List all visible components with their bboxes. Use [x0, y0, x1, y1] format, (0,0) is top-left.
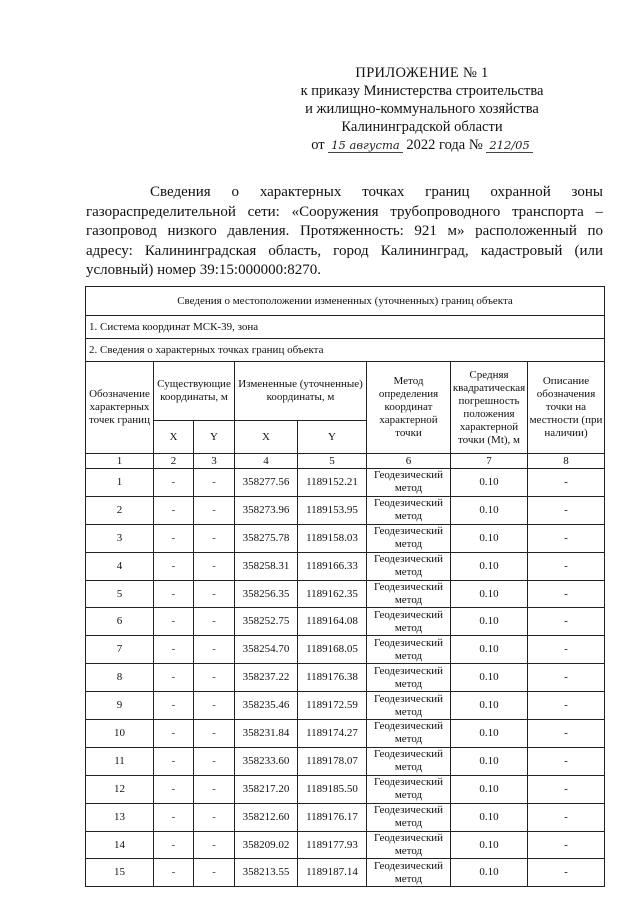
cell-point-number: 10: [86, 720, 154, 748]
cell-description: -: [528, 747, 605, 775]
cell-error-value: 0.10: [451, 636, 528, 664]
col-number: 3: [194, 454, 235, 469]
cell-method: Геодезический метод: [367, 859, 451, 887]
col-number: 6: [367, 454, 451, 469]
cell-existing-y: -: [194, 552, 235, 580]
col-number: 5: [298, 454, 367, 469]
intro-paragraph: Сведения о характерных точках границ охранной зоны газораспределительной сети: «Сооружения трубопроводного транспорта – газопровод низкого давления. Протяженность: 921 м» расположенный по адресу: Калининградская область, город Калининград, кадастровый (или условный) номер 39:15:000000:8270.: [86, 184, 603, 278]
appendix-title: ПРИЛОЖЕНИЕ № 1: [355, 65, 489, 81]
cell-existing-x: -: [154, 524, 194, 552]
table-row: [86, 469, 605, 497]
table-row: [86, 608, 605, 636]
cell-changed-y: 1189152.21: [298, 469, 367, 497]
order-line-3: Калининградской области: [341, 119, 503, 135]
cell-method: Геодезический метод: [367, 636, 451, 664]
col-number: 8: [528, 454, 605, 469]
cell-method: Геодезический метод: [367, 831, 451, 859]
cell-existing-y: -: [194, 720, 235, 748]
cell-description: -: [528, 664, 605, 692]
cell-method: Геодезический метод: [367, 775, 451, 803]
cell-existing-x: -: [154, 803, 194, 831]
cell-existing-x: -: [154, 469, 194, 497]
handwritten-date: 15 августа: [328, 138, 403, 153]
date-prefix: от: [311, 137, 325, 153]
cell-changed-x: 358213.55: [235, 859, 298, 887]
cell-changed-x: 358217.20: [235, 775, 298, 803]
table-row: [86, 524, 605, 552]
cell-existing-x: -: [154, 608, 194, 636]
cell-error-value: 0.10: [451, 859, 528, 887]
cell-method: Геодезический метод: [367, 580, 451, 608]
cell-existing-y: -: [194, 859, 235, 887]
cell-existing-x: -: [154, 580, 194, 608]
coordinate-system-row: 1. Система координат МСК-39, зона: [86, 316, 605, 339]
cell-changed-y: 1189174.27: [298, 720, 367, 748]
cell-description: -: [528, 524, 605, 552]
cell-changed-x: 358273.96: [235, 496, 298, 524]
cell-existing-x: -: [154, 664, 194, 692]
appendix-header: [272, 64, 572, 154]
cell-changed-y: 1189166.33: [298, 552, 367, 580]
sub-header-changed-x: X: [235, 421, 298, 454]
table-row: [86, 552, 605, 580]
cell-error-value: 0.10: [451, 608, 528, 636]
cell-description: -: [528, 803, 605, 831]
col-header-designation: Обозначение характерных точек границ: [86, 362, 154, 454]
cell-error-value: 0.10: [451, 775, 528, 803]
cell-existing-x: -: [154, 747, 194, 775]
cell-changed-y: 1189176.17: [298, 803, 367, 831]
table-row: [86, 720, 605, 748]
cell-changed-x: 358235.46: [235, 692, 298, 720]
cell-description: -: [528, 720, 605, 748]
cell-point-number: 6: [86, 608, 154, 636]
cell-method: Геодезический метод: [367, 524, 451, 552]
cell-method: Геодезический метод: [367, 664, 451, 692]
cell-changed-y: 1189153.95: [298, 496, 367, 524]
cell-method: Геодезический метод: [367, 747, 451, 775]
table-row: [86, 859, 605, 887]
cell-point-number: 12: [86, 775, 154, 803]
col-header-description: Описание обозначения точки на местности (при наличии): [528, 362, 605, 454]
cell-changed-x: 358256.35: [235, 580, 298, 608]
cell-error-value: 0.10: [451, 831, 528, 859]
column-number-row: [86, 454, 605, 469]
table-row: [86, 775, 605, 803]
cell-description: -: [528, 496, 605, 524]
cell-existing-x: -: [154, 831, 194, 859]
col-header-changed: Измененные (уточненные) координаты, м: [235, 362, 367, 421]
cell-description: -: [528, 608, 605, 636]
table-row: [86, 747, 605, 775]
col-number: 4: [235, 454, 298, 469]
cell-point-number: 1: [86, 469, 154, 497]
cell-changed-x: 358212.60: [235, 803, 298, 831]
cell-existing-x: -: [154, 775, 194, 803]
col-header-method: Метод определения координат характерной точки: [367, 362, 451, 454]
table-row: [86, 664, 605, 692]
cell-description: -: [528, 692, 605, 720]
cell-description: -: [528, 859, 605, 887]
cell-description: -: [528, 580, 605, 608]
points-info-row: 2. Сведения о характерных точках границ объекта: [86, 339, 605, 362]
cell-point-number: 14: [86, 831, 154, 859]
table-row: [86, 803, 605, 831]
col-header-existing: Существующие координаты, м: [154, 362, 235, 421]
cell-changed-x: 358275.78: [235, 524, 298, 552]
cell-changed-x: 358209.02: [235, 831, 298, 859]
cell-existing-x: -: [154, 720, 194, 748]
cell-changed-y: 1189172.59: [298, 692, 367, 720]
cell-existing-y: -: [194, 580, 235, 608]
cell-point-number: 2: [86, 496, 154, 524]
cell-error-value: 0.10: [451, 552, 528, 580]
cell-description: -: [528, 831, 605, 859]
cell-method: Геодезический метод: [367, 552, 451, 580]
cell-changed-y: 1189177.93: [298, 831, 367, 859]
cell-existing-y: -: [194, 775, 235, 803]
cell-description: -: [528, 552, 605, 580]
table-title: Сведения о местоположении измененных (уточненных) границ объекта: [86, 287, 605, 316]
cell-existing-x: -: [154, 692, 194, 720]
cell-description: -: [528, 775, 605, 803]
order-line-2: и жилищно-коммунального хозяйства: [305, 101, 539, 117]
cell-error-value: 0.10: [451, 664, 528, 692]
cell-error-value: 0.10: [451, 580, 528, 608]
table-row: [86, 831, 605, 859]
table-row: [86, 636, 605, 664]
col-header-error: Средняя квадратическая погрешность положения характерной точки (Mt), м: [451, 362, 528, 454]
cell-changed-y: 1189164.08: [298, 608, 367, 636]
cell-method: Геодезический метод: [367, 496, 451, 524]
year-text: 2022 года №: [406, 137, 483, 153]
cell-existing-x: -: [154, 496, 194, 524]
cell-changed-x: 358277.56: [235, 469, 298, 497]
cell-error-value: 0.10: [451, 469, 528, 497]
sub-header-existing-y: Y: [194, 421, 235, 454]
col-number: 7: [451, 454, 528, 469]
cell-point-number: 13: [86, 803, 154, 831]
cell-changed-y: 1189187.14: [298, 859, 367, 887]
cell-error-value: 0.10: [451, 524, 528, 552]
table-row: [86, 580, 605, 608]
cell-point-number: 9: [86, 692, 154, 720]
cell-existing-x: -: [154, 636, 194, 664]
table-row: [86, 496, 605, 524]
cell-point-number: 15: [86, 859, 154, 887]
cell-method: Геодезический метод: [367, 803, 451, 831]
cell-method: Геодезический метод: [367, 692, 451, 720]
table-row: [86, 692, 605, 720]
cell-point-number: 7: [86, 636, 154, 664]
cell-changed-x: 358233.60: [235, 747, 298, 775]
cell-changed-y: 1189185.50: [298, 775, 367, 803]
col-number: 2: [154, 454, 194, 469]
cell-existing-x: -: [154, 859, 194, 887]
order-date-line: [272, 136, 572, 154]
cell-existing-y: -: [194, 469, 235, 497]
cell-point-number: 8: [86, 664, 154, 692]
sub-header-changed-y: Y: [298, 421, 367, 454]
cell-existing-y: -: [194, 496, 235, 524]
cell-changed-x: 358231.84: [235, 720, 298, 748]
handwritten-order-number: 212/05: [486, 138, 532, 153]
cell-error-value: 0.10: [451, 720, 528, 748]
cell-point-number: 11: [86, 747, 154, 775]
order-line-1: к приказу Министерства строительства: [300, 83, 544, 99]
cell-changed-y: 1189158.03: [298, 524, 367, 552]
cell-point-number: 5: [86, 580, 154, 608]
cell-point-number: 4: [86, 552, 154, 580]
cell-existing-y: -: [194, 831, 235, 859]
cell-method: Геодезический метод: [367, 720, 451, 748]
cell-existing-y: -: [194, 524, 235, 552]
cell-changed-y: 1189162.35: [298, 580, 367, 608]
cell-existing-y: -: [194, 747, 235, 775]
cell-error-value: 0.10: [451, 496, 528, 524]
cell-existing-y: -: [194, 692, 235, 720]
sub-header-existing-x: X: [154, 421, 194, 454]
cell-changed-y: 1189176.38: [298, 664, 367, 692]
cell-error-value: 0.10: [451, 747, 528, 775]
cell-method: Геодезический метод: [367, 469, 451, 497]
cell-description: -: [528, 469, 605, 497]
cell-error-value: 0.10: [451, 692, 528, 720]
cell-existing-y: -: [194, 608, 235, 636]
cell-point-number: 3: [86, 524, 154, 552]
cell-changed-y: 1189178.07: [298, 747, 367, 775]
cell-changed-x: 358252.75: [235, 608, 298, 636]
col-number: 1: [86, 454, 154, 469]
cell-error-value: 0.10: [451, 803, 528, 831]
cell-changed-y: 1189168.05: [298, 636, 367, 664]
cell-existing-x: -: [154, 552, 194, 580]
boundary-points-table: [85, 286, 605, 887]
cell-existing-y: -: [194, 664, 235, 692]
cell-existing-y: -: [194, 803, 235, 831]
cell-method: Геодезический метод: [367, 608, 451, 636]
cell-existing-y: -: [194, 636, 235, 664]
cell-changed-x: 358237.22: [235, 664, 298, 692]
cell-changed-x: 358258.31: [235, 552, 298, 580]
cell-description: -: [528, 636, 605, 664]
cell-changed-x: 358254.70: [235, 636, 298, 664]
